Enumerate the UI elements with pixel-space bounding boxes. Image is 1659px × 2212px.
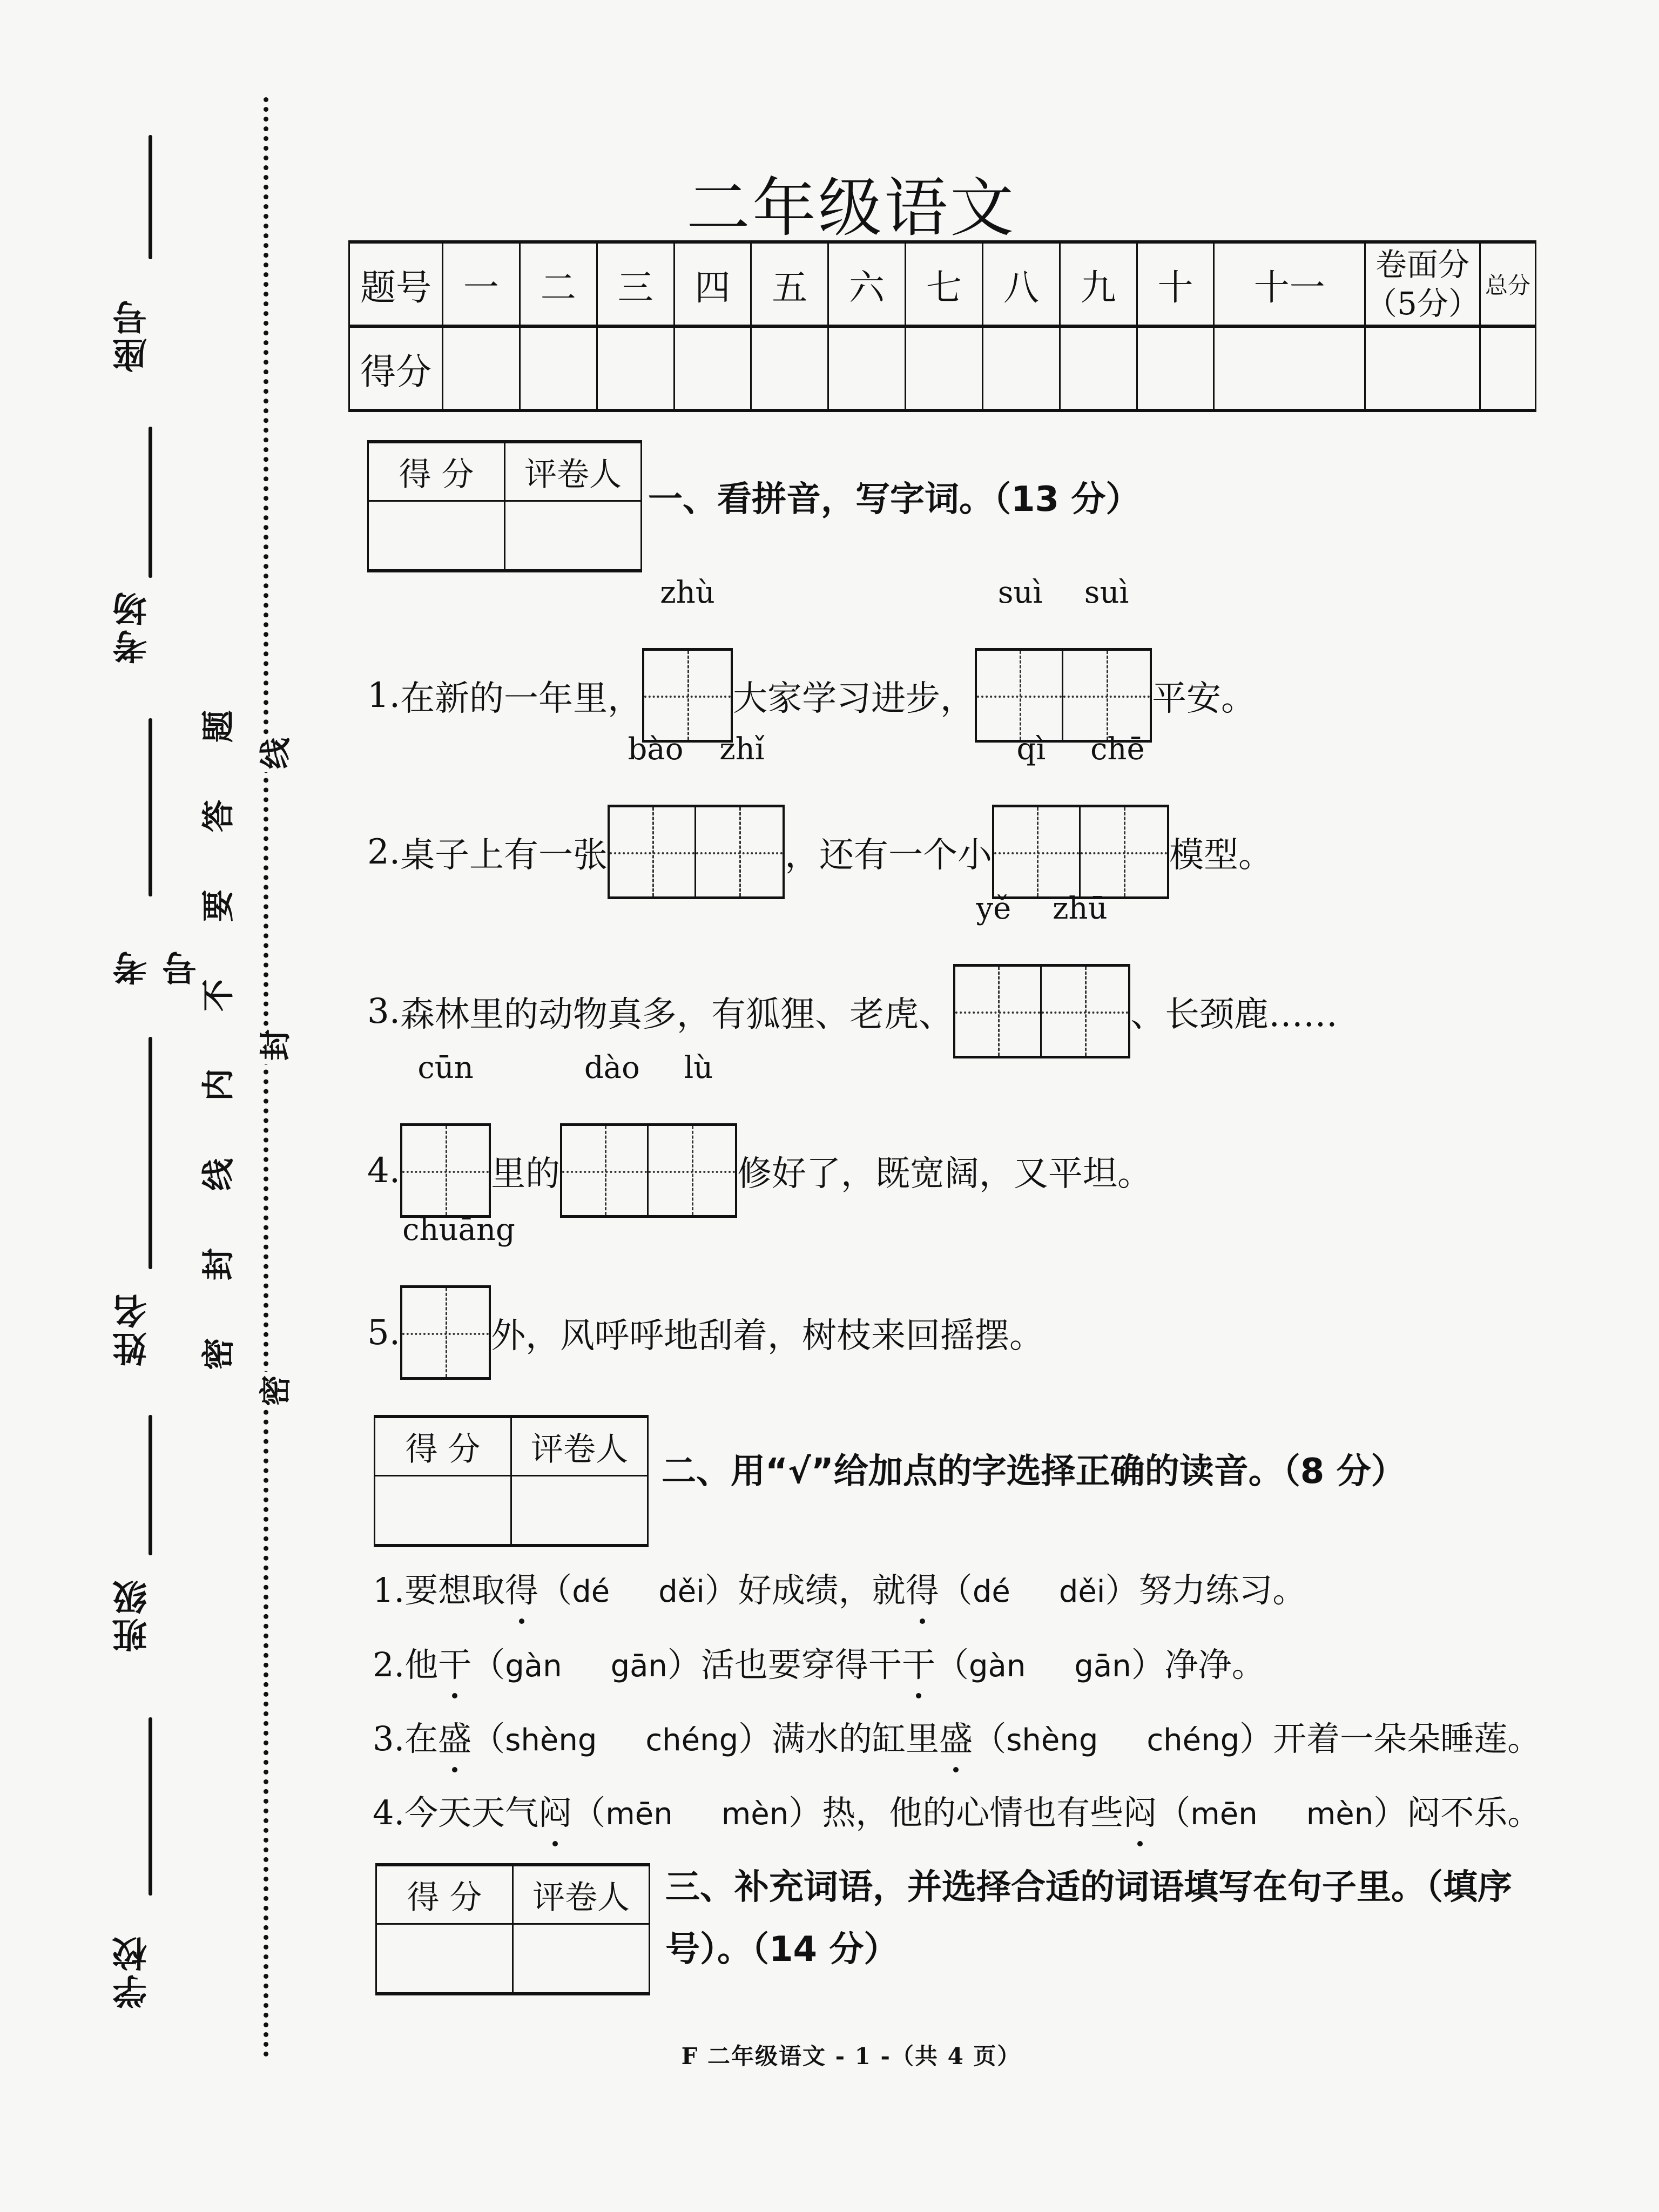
- seal-notice-char: 题: [200, 710, 238, 743]
- seal-notice-char: 答: [200, 800, 238, 832]
- seal-line-word-xian: 线: [254, 734, 292, 772]
- item-text: 森林里的动物真多，有狐狸、老虎、: [400, 994, 954, 1035]
- writing-grid[interactable]: [953, 891, 1130, 1058]
- grader-score-cell[interactable]: [375, 1476, 511, 1546]
- school-line[interactable]: [149, 1717, 152, 1896]
- section2-item-4: [373, 1786, 1541, 1834]
- grader-name-label: 评卷人: [511, 1417, 648, 1476]
- name-field[interactable]: [108, 1037, 173, 1372]
- grader-name-label: 评卷人: [505, 442, 642, 501]
- exam-number-field[interactable]: [108, 718, 203, 999]
- score-cell[interactable]: [982, 326, 1060, 410]
- col-header: 九: [1060, 242, 1137, 326]
- tian-box[interactable]: [644, 651, 731, 740]
- item-number: 4.: [373, 1793, 405, 1832]
- class-field[interactable]: [108, 1415, 173, 1658]
- tian-box[interactable]: [696, 807, 783, 896]
- item-text: 修好了，既宽阔，又平坦。: [737, 1154, 1152, 1194]
- section2-item-1: [373, 1563, 1306, 1611]
- pinyin: yě: [976, 891, 1011, 926]
- exam-number-line[interactable]: [149, 718, 152, 896]
- item-number: 2.: [373, 1645, 405, 1684]
- seal-notice-char: 要: [200, 889, 238, 922]
- reading-option[interactable]: mèn: [1306, 1797, 1374, 1832]
- col-header: 四: [674, 242, 751, 326]
- item-text: ）好成绩，就: [704, 1570, 906, 1610]
- writing-grid[interactable]: [400, 1050, 491, 1218]
- item-number: 5.: [367, 1312, 401, 1353]
- face-score-cell[interactable]: [1365, 326, 1480, 410]
- pinyin: bào: [628, 732, 684, 767]
- score-cell[interactable]: [1137, 326, 1214, 410]
- pinyin: chuāng: [402, 1212, 515, 1247]
- writing-grid[interactable]: [642, 575, 733, 743]
- score-cell[interactable]: [751, 326, 828, 410]
- pinyin: zhù: [660, 575, 715, 610]
- section1-item-2: [367, 732, 1273, 899]
- reading-option[interactable]: mèn: [721, 1797, 789, 1832]
- pinyin: zhǐ: [719, 732, 765, 767]
- section3-grader-box: [375, 1863, 650, 1995]
- dotted-char: 干: [438, 1645, 472, 1684]
- item-text: 今天天气: [404, 1793, 539, 1832]
- item-text: 模型。: [1169, 835, 1273, 875]
- tian-box[interactable]: [1042, 967, 1128, 1056]
- reading-option[interactable]: chéng: [1147, 1723, 1240, 1758]
- grader-score-label: 得 分: [376, 1865, 513, 1924]
- face-score-points: （5分）: [1366, 285, 1480, 322]
- section2-grader-box: [374, 1415, 649, 1547]
- score-cell[interactable]: [1060, 326, 1137, 410]
- page-title: 二年级语文: [686, 171, 1016, 245]
- pinyin: suì: [1084, 575, 1129, 610]
- tian-box[interactable]: [955, 967, 1042, 1056]
- col-header: 七: [906, 242, 983, 326]
- grader-score-cell[interactable]: [368, 501, 505, 571]
- score-cell[interactable]: [597, 326, 674, 410]
- seal-notice-char: 线: [200, 1158, 238, 1191]
- item-text: 他: [404, 1645, 439, 1684]
- grader-score-label: 得 分: [368, 442, 505, 501]
- reading-option[interactable]: mēn: [605, 1797, 673, 1832]
- pinyin: zhū: [1053, 891, 1108, 926]
- section2-item-3: [373, 1712, 1541, 1760]
- dotted-char: 得: [505, 1570, 539, 1610]
- reading-option[interactable]: chéng: [645, 1723, 739, 1758]
- paren: （: [572, 1793, 606, 1832]
- pinyin: chē: [1090, 732, 1145, 767]
- tian-box[interactable]: [994, 807, 1081, 896]
- seal-notice-char: 不: [200, 979, 238, 1011]
- tian-box[interactable]: [977, 651, 1063, 740]
- section2-heading: 二、用“√”给加点的字选择正确的读音。（8 分）: [662, 1452, 1406, 1492]
- paren: （: [939, 1570, 973, 1610]
- reading-option[interactable]: gàn: [968, 1649, 1026, 1684]
- reading-option[interactable]: mēn: [1190, 1797, 1258, 1832]
- exam-room-line[interactable]: [149, 427, 152, 578]
- item-number: 3.: [373, 1719, 405, 1758]
- grader-score-label: 得 分: [375, 1417, 511, 1476]
- dotted-char: 闷: [538, 1793, 572, 1832]
- seal-line-word-feng: 封: [254, 1026, 292, 1064]
- name-label: 姓名: [113, 1291, 153, 1366]
- pinyin: cūn: [417, 1050, 474, 1085]
- exam-room-field[interactable]: [108, 427, 173, 675]
- item-text: ）开着一朵朵睡莲。: [1239, 1719, 1541, 1758]
- question-number-row: [349, 242, 1536, 326]
- section1-item-3: [367, 891, 1338, 1058]
- dotted-char: 得: [905, 1570, 939, 1610]
- item-number: 2.: [367, 832, 401, 872]
- score-summary-table: [348, 240, 1536, 412]
- seal-notice: [189, 710, 243, 1377]
- dotted-char: 盛: [939, 1719, 973, 1758]
- paren: （: [471, 1719, 505, 1758]
- tian-box[interactable]: [610, 807, 696, 896]
- col-header: 五: [751, 242, 828, 326]
- item-number: 1.: [373, 1570, 405, 1610]
- reading-option[interactable]: děi: [658, 1574, 705, 1609]
- seat-number-label: 座号: [113, 297, 153, 373]
- grader-name-cell[interactable]: [511, 1476, 648, 1546]
- grader-name-cell[interactable]: [505, 501, 642, 571]
- item-text: ）热，他的心情也有些: [788, 1793, 1124, 1832]
- tian-box[interactable]: [402, 1126, 489, 1215]
- tian-box[interactable]: [1081, 807, 1167, 896]
- seal-dotted-line: [264, 97, 268, 2058]
- tian-box[interactable]: [562, 1126, 649, 1215]
- item-number: 1.: [367, 675, 401, 716]
- reading-option[interactable]: dé: [972, 1574, 1010, 1609]
- paren: （: [973, 1719, 1007, 1758]
- item-number: 3.: [367, 991, 401, 1031]
- col-header: 六: [828, 242, 906, 326]
- reading-option[interactable]: gān: [610, 1649, 667, 1684]
- item-text: 要想取: [404, 1570, 505, 1610]
- item-text: 在: [404, 1719, 439, 1758]
- school-label: 学校: [113, 1933, 153, 2009]
- item-text: 大家学习进步，: [733, 678, 975, 719]
- grader-name-label: 评卷人: [513, 1865, 650, 1924]
- pinyin: suì: [997, 575, 1043, 610]
- section1-heading: 一、看拼音，写字词。（13 分）: [648, 480, 1141, 520]
- tian-box[interactable]: [402, 1288, 489, 1377]
- exam-room-label: 考场: [113, 589, 153, 664]
- col-header: 十: [1137, 242, 1214, 326]
- score-cell[interactable]: [520, 326, 597, 410]
- seal-notice-char: 密: [200, 1338, 238, 1370]
- writing-grid[interactable]: [400, 1212, 515, 1380]
- col-header: 二: [520, 242, 597, 326]
- row-header-score: 得分: [349, 326, 443, 410]
- item-text: 在新的一年里，: [400, 678, 643, 719]
- section1-item-4: [367, 1050, 1152, 1218]
- item-text: 外，风呼呼地刮着，树枝来回摇摆。: [491, 1316, 1044, 1356]
- tian-box[interactable]: [1063, 651, 1150, 740]
- section1-item-5: [367, 1212, 1044, 1380]
- total-score-cell[interactable]: [1480, 326, 1536, 410]
- score-cell[interactable]: [443, 326, 520, 410]
- face-score-label: 卷面分: [1375, 246, 1469, 283]
- tian-box[interactable]: [649, 1126, 735, 1215]
- item-text: ）闷不乐。: [1373, 1793, 1541, 1832]
- score-cell[interactable]: [1214, 326, 1365, 410]
- reading-option[interactable]: dé: [572, 1574, 610, 1609]
- writing-grid[interactable]: [560, 1050, 737, 1218]
- writing-grid[interactable]: [608, 732, 785, 899]
- paren: （: [1157, 1793, 1191, 1832]
- grader-name-cell[interactable]: [513, 1924, 650, 1994]
- section3-heading-line2: 号）。（14 分）: [665, 1930, 899, 1970]
- school-field[interactable]: [108, 1717, 173, 2009]
- pinyin: lù: [684, 1050, 713, 1085]
- face-score-header: [1365, 242, 1480, 326]
- pinyin: qì: [1016, 732, 1046, 767]
- row-header-question-number: 题号: [349, 242, 443, 326]
- class-label: 班级: [113, 1577, 153, 1653]
- reading-option[interactable]: gàn: [505, 1649, 562, 1684]
- reading-option[interactable]: gān: [1074, 1649, 1131, 1684]
- paren: （: [935, 1645, 969, 1684]
- reading-option[interactable]: děi: [1058, 1574, 1105, 1609]
- exam-number-label: 考号: [113, 948, 203, 986]
- section2-item-2: [373, 1638, 1265, 1686]
- page-footer: F 二年级语文 - 1 -（共 4 页）: [681, 2043, 1021, 2069]
- reading-option[interactable]: shèng: [505, 1723, 597, 1758]
- grader-score-cell[interactable]: [376, 1924, 513, 1994]
- item-number: 4.: [367, 1150, 401, 1191]
- pinyin: dào: [584, 1050, 640, 1085]
- writing-grid[interactable]: [992, 732, 1169, 899]
- item-text: ，还有一个小: [785, 835, 993, 875]
- col-header: 八: [982, 242, 1060, 326]
- section1-item-1: [367, 575, 1256, 743]
- col-header: 三: [597, 242, 674, 326]
- class-line[interactable]: [149, 1415, 152, 1555]
- item-text: 平安。: [1152, 678, 1256, 719]
- seal-line-word-mi: 密: [254, 1372, 292, 1410]
- section1-grader-box: [367, 440, 642, 572]
- name-line[interactable]: [149, 1037, 152, 1269]
- item-text: ）满水的缸里: [738, 1719, 940, 1758]
- seal-notice-char: 封: [200, 1248, 238, 1280]
- dotted-char: 闷: [1123, 1793, 1157, 1832]
- score-cell[interactable]: [828, 326, 906, 410]
- total-score-header: 总分: [1480, 242, 1536, 326]
- item-text: ）努力练习。: [1105, 1570, 1306, 1610]
- item-text: 、长颈鹿……: [1130, 994, 1338, 1035]
- score-row: [349, 326, 1536, 410]
- item-text: 里的: [491, 1154, 561, 1194]
- paren: （: [471, 1645, 505, 1684]
- col-header: 十一: [1214, 242, 1365, 326]
- reading-option[interactable]: shèng: [1006, 1723, 1098, 1758]
- dotted-char: 干: [901, 1645, 935, 1684]
- item-text: ）活也要穿得干: [667, 1645, 902, 1684]
- score-cell[interactable]: [906, 326, 983, 410]
- writing-grid[interactable]: [975, 575, 1152, 743]
- section3-heading-line1: 三、补充词语，并选择合适的词语填写在句子里。（填序: [665, 1867, 1512, 1907]
- seal-notice-char: 内: [200, 1069, 238, 1101]
- score-cell[interactable]: [674, 326, 751, 410]
- item-text: ）净净。: [1131, 1645, 1265, 1684]
- col-header: 一: [443, 242, 520, 326]
- item-text: 桌子上有一张: [400, 835, 608, 875]
- paren: （: [538, 1570, 572, 1610]
- dotted-char: 盛: [438, 1719, 472, 1758]
